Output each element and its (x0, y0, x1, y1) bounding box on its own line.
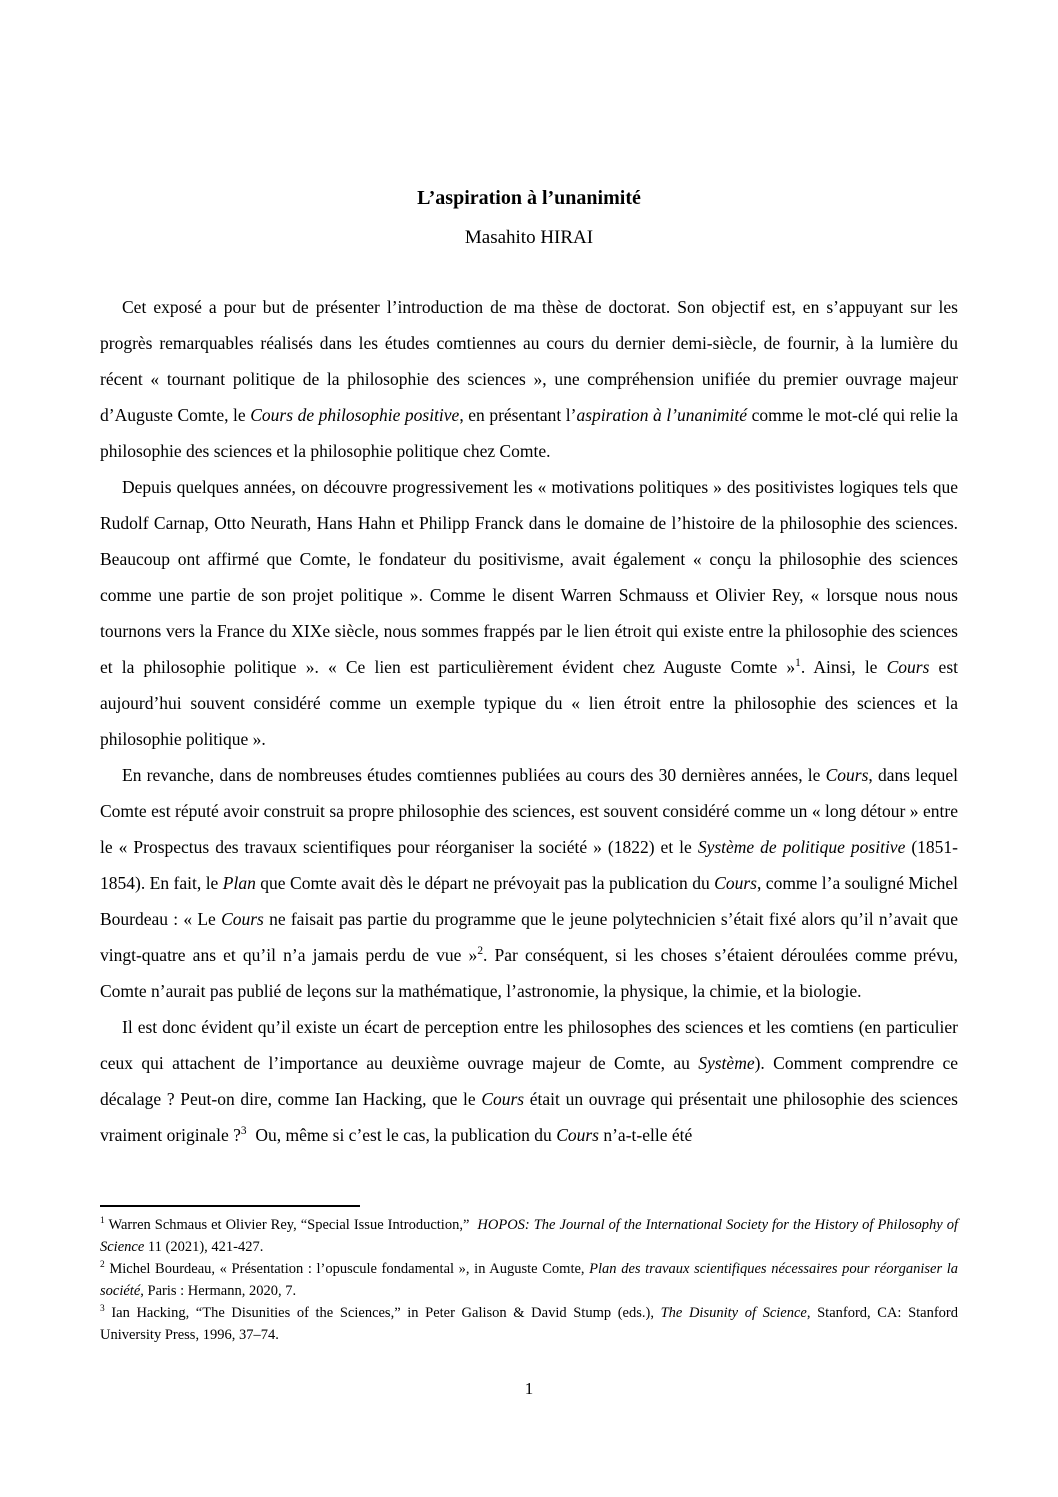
footnote-separator (100, 1205, 360, 1207)
footnote-3: $^3$ Ian Hacking, “The Disunities of the Sciences,” in Peter Galison & David Stump (eds.), The Disunity of Science, Stanford, CA: Stanford University Press, 1996, 37–74. (100, 1304, 959, 1343)
page-content (100, 0, 958, 1153)
page-number: 1 (524, 1379, 534, 1398)
footnote-2: $^2$ Michel Bourdeau, « Présentation : l’opuscule fondamental », in Auguste Comte, Plan des travaux scientifiques nécessaires pour réorganiser la société, Paris : Hermann, 2020, 7. (100, 1260, 959, 1299)
paragraph-4: Il est donc évident qu’il existe un écart de perception entre les philosophes des sciences et les comtiens (en particulier ceux qui attachent de l’importance au deuxième ouvrage majeur de Comte, au Système). Comment comprendre ce décalage ? Peut-on dire, comme Ian Hacking, que le Cours était un ouvrage qui présentait une philosophie des sciences vraiment originale ?$^3$ Ou, même si c’est le cas, la publication du Cours n’a-t-elle été (100, 1017, 958, 1145)
body-text (100, 289, 958, 1153)
paragraph-3: En revanche, dans de nombreuses études comtiennes publiées au cours des 30 dernières années, le Cours, dans lequel Comte est réputé avoir construit sa propre philosophie des sciences, est souvent considéré comme un « long détour » entre le « Prospectus des travaux scientifiques pour réorganiser la société » (1822) et le Système de politique positive (1851-1854). En fait, le Plan que Comte avait dès le départ ne prévoyait pas la publication du Cours, comme l’a souligné Michel Bourdeau : « Le Cours ne faisait pas partie du programme que le jeune polytechnicien s’était fixé alors qu’il n’avait que vingt-quatre ans et qu’il n’a jamais perdu de vue »$^2$. Par conséquent, si les choses s’étaient déroulées comme prévu, Comte n’aurait pas publié de leçons sur la mathématique, l’astronomie, la physique, la chimie, et la biologie. (100, 765, 958, 1001)
paragraph-1: Cet exposé a pour but de présenter l’introduction de ma thèse de doctorat. Son objectif est, en s’appuyant sur les progrès remarquables réalisés dans les études comtiennes au cours du dernier demi-siècle, de fournir, à la lumière du récent « tournant politique de la philosophie des sciences », une compréhension unifiée du premier ouvrage majeur d’Auguste Comte, le Cours de philosophie positive, en présentant l’aspiration à l’unanimité comme le mot-clé qui relie la philosophie des sciences et la philosophie politique chez Comte. (100, 297, 959, 461)
author-name: Masahito HIRAI (464, 227, 594, 248)
footnote-1: $^1$ Warren Schmaus et Olivier Rey, “Special Issue Introduction,” HOPOS: The Journal of the International Society for the History of Philosophy of Science 11 (2021), 421-427. (100, 1216, 958, 1255)
paragraph-2: Depuis quelques années, on découvre progressivement les « motivations politiques » des positivistes logiques tels que Rudolf Carnap, Otto Neurath, Hans Hahn et Philipp Franck dans le domaine de l’histoire de la philosophie des sciences. Beaucoup ont affirmé que Comte, le fondateur du positivisme, avait également « conçu la philosophie des sciences comme une partie de son projet politique ». Comme le disent Warren Schmauss et Olivier Rey, « lorsque nous nous tournons vers la France du XIXe siècle, nous sommes frappés par le lien étroit qui existe entre la philosophie des sciences et la philosophie politique ». « Ce lien est particulièrement évident chez Auguste Comte »$^1$. Ainsi, le Cours est aujourd’hui souvent considéré comme un exemple typique du « lien étroit entre la philosophie des sciences et la philosophie politique ». (100, 477, 958, 749)
footnotes-section (100, 1205, 958, 1346)
page-title: L’aspiration à l’unanimité (417, 187, 641, 209)
